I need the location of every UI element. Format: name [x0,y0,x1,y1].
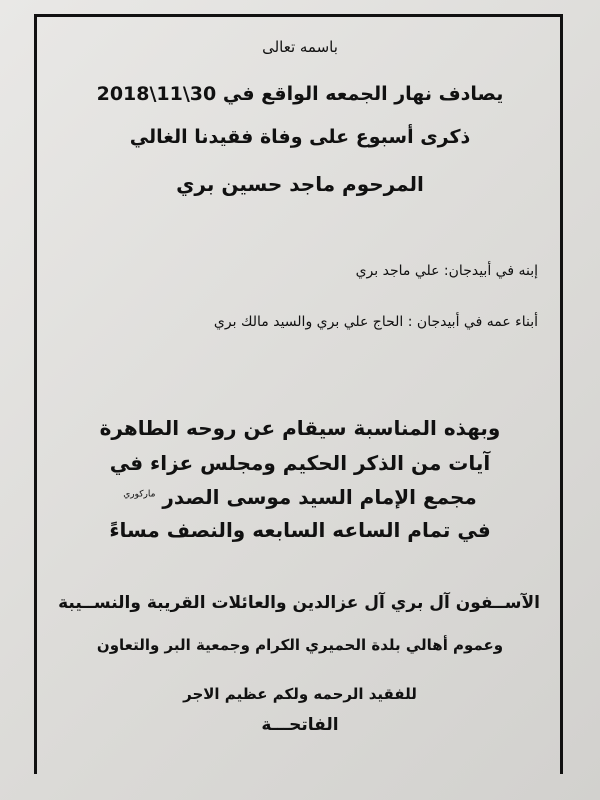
cousins-line: أبناء عمه في أبيدجان : الحاج علي بري والسيد مالك بري [213,314,538,330]
closing-prayer: للفقيد الرحمه ولكم عظيم الاجر [183,685,417,703]
ceremony-line-2: آيات من الذكر الحكيم ومجلس عزاء في [109,451,491,475]
date-line [60,83,540,105]
ceremony-line-4: في تمام الساعه السابعه والنصف مساءً [109,518,491,542]
ceremony-line-1: وبهذه المناسبة سيقام عن روحه الطاهرة [99,416,501,440]
date-value: 2018\11\30 [96,83,217,105]
date-line-prefix: يصادف نهار الجمعه الواقع في [222,83,504,105]
son-line: إبنه في أبيدجان: علي ماجد بري [355,263,538,279]
mourners-line-1: الآســفون آل بري آل عزالدين والعائلات القريبة والنســيبة [58,593,540,613]
bismi-text: باسمه تعالى [262,38,338,56]
ceremony-venue: مجمع الإمام السيد موسى الصدر [162,485,477,509]
fatiha-text: الفاتحـــة [261,715,339,735]
deceased-name: المرحوم ماجد حسين بري [176,172,424,196]
mourners-line-2: وعموم أهالي بلدة الحميري الكرام وجمعية البر والتعاون [96,636,504,654]
occasion-line: ذكرى أسبوع على وفاة فقيدنا الغالي [129,126,471,148]
venue-note: ماركوري [123,489,156,500]
ceremony-line-3 [60,485,540,509]
